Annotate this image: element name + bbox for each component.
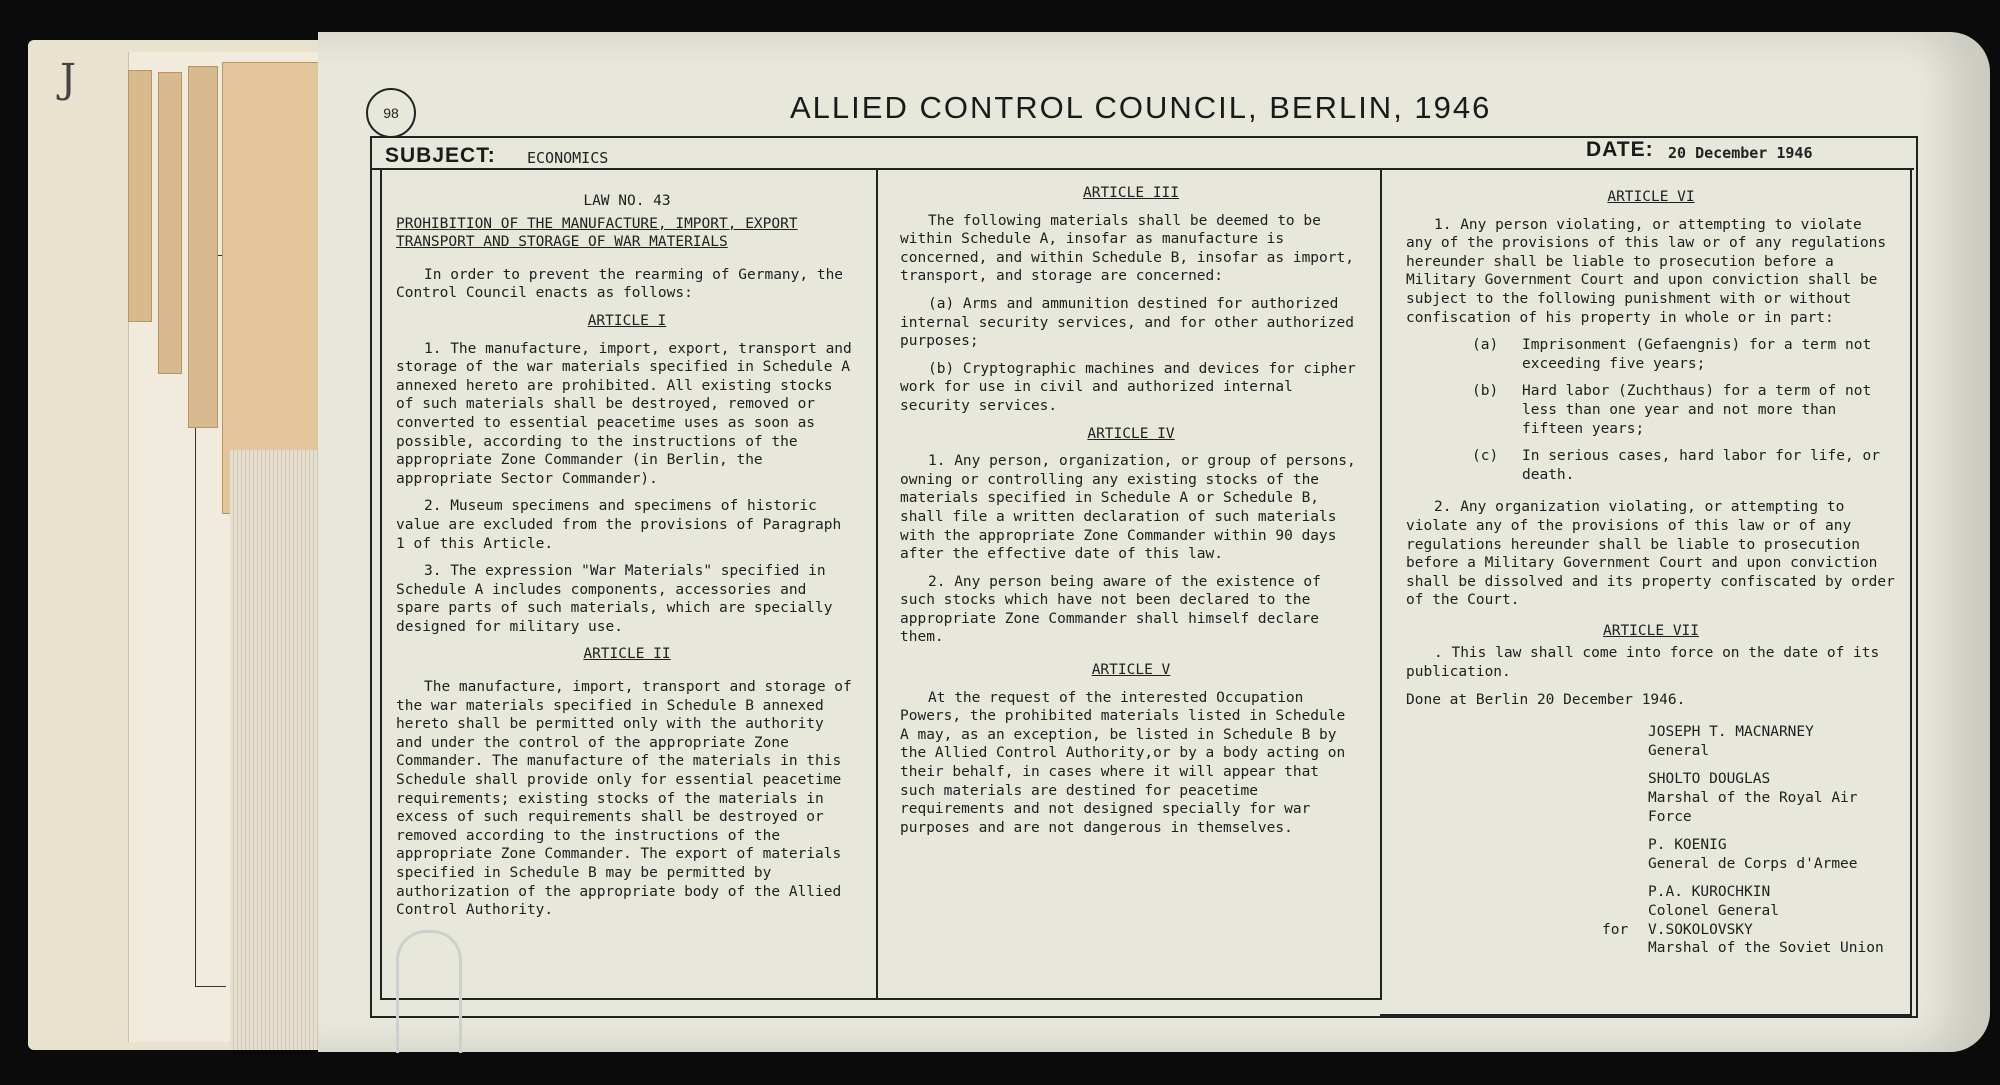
item-text: In serious cases, hard labor for life, or death. [1522, 448, 1880, 483]
article-iv-heading: ARTICLE IV [1087, 425, 1175, 442]
signature-block [1406, 836, 1896, 873]
column-1 [396, 192, 858, 929]
preamble: In order to prevent the rearming of Germany, the Control Council enacts as follows: [396, 266, 844, 302]
article-vi-item-c [1472, 447, 1896, 484]
article-i-heading: ARTICLE I [587, 312, 667, 329]
signatory-title: General [1648, 742, 1710, 759]
article-i-para-1: 1. The manufacture, import, export, transport and storage of the war materials specified in Schedule A annexed hereto are prohibited. All existing stocks of such materials shall be destroyed, removed or converted to essential peacetime uses as soon as possible, according to the instructions of the appropriate Zone Commander (in Berlin, the appropriate Sector Commander). [396, 340, 852, 487]
signature-block [1406, 883, 1896, 957]
article-iv-para-1: 1. Any person, organization, or group of persons, owning or controlling any existing stocks of the materials specified in Schedule A or Schedule B, shall file a written declaration of such materials with the appropriate Zone Commander within 90 days after the effective date of this law. [900, 453, 1356, 563]
item-text: Imprisonment (Gefaengnis) for a term not exceeding five years; [1522, 337, 1872, 372]
article-vii-heading: ARTICLE VII [1602, 622, 1700, 639]
article-v-para-1: At the request of the interested Occupation Powers, the prohibited materials listed in Schedule A may, as an exception, be listed in Schedule B by the Allied Control Authority,or by a body acting on their behalf, in cases where it will appear that such materials are destined for peacetime requirements and not designed specially for war purposes and are not dangerous in themselves. [900, 689, 1346, 836]
index-tab [222, 62, 324, 514]
article-iii-item-b: (b) Cryptographic machines and devices for cipher work for use in civil and authorized internal security services. [900, 360, 1356, 414]
signatory-title: Marshal of the Royal Air Force [1648, 790, 1858, 825]
index-tab [188, 66, 218, 428]
law-number: LAW NO. 43 [583, 193, 671, 209]
date-value: 20 December 1946 [1668, 144, 1813, 162]
item-text: Hard labor (Zuchthaus) for a term of not less than one year and not more than fifteen years; [1522, 383, 1872, 437]
paper-clip [396, 930, 462, 1053]
signature-block [1406, 723, 1896, 760]
signature-block [1406, 770, 1896, 826]
law-title-line-2: TRANSPORT AND STORAGE OF WAR MATERIALS [396, 234, 728, 251]
index-tab [128, 70, 152, 322]
article-i-para-3: 3. The expression "War Materials" specified in Schedule A includes components, accessories and spare parts of such materials, which are specially designed for military use. [396, 563, 833, 635]
signatory-title: General de Corps d'Armee [1648, 855, 1858, 872]
article-v-heading: ARTICLE V [1091, 662, 1171, 679]
law-title-line-1: PROHIBITION OF THE MANUFACTURE, IMPORT, EXPORT [396, 215, 798, 232]
signatory-name: SHOLTO DOUGLAS [1648, 771, 1771, 788]
article-ii-para-1: The manufacture, import, transport and storage of the war materials specified in Schedule B annexed hereto shall be permitted only with the authority and under the control of the appropriate Zone Commander. The manufacture of the materials in this Schedule shall provide only for essential peacetime requirements; existing stocks of the materials in excess of such requirements shall be destroyed or removed according to the instructions of the appropriate Zone Commander. The export of materials specified in Schedule B may be permitted by authorization of the appropriate body of the Allied Control Authority. [396, 679, 852, 919]
page-title: ALLIED CONTROL COUNCIL, BERLIN, 1946 [790, 90, 1492, 125]
signatory-title: Colonel General [1648, 903, 1779, 919]
article-ii-heading: ARTICLE II [583, 646, 671, 663]
date-label: DATE: [1586, 138, 1654, 161]
handwritten-mark: J [60, 56, 77, 102]
signatory-prefix: for [1602, 921, 1629, 938]
item-label: (b) [1472, 383, 1499, 400]
signatory-name: JOSEPH T. MACNARNEY [1648, 724, 1814, 741]
page-stack [230, 450, 330, 1050]
subject-label: SUBJECT: [385, 144, 496, 167]
article-iv-para-2: 2. Any person being aware of the existence of such stocks which have not been declared to the appropriate Zone Commander shall himself declare them. [900, 573, 1321, 646]
article-vi-para-2: 2. Any organization violating, or attempting to violate any of the provisions of this law or of any regulations hereunder shall be liable to prosecution before a Military Government Court and upon conviction shall be dissolved and its property confiscated by order of the Court. [1406, 499, 1895, 609]
item-label: (a) [1472, 337, 1499, 354]
done-at-line: Done at Berlin 20 December 1946. [1406, 691, 1686, 708]
page-number: 98 [366, 88, 416, 138]
index-tab [158, 72, 182, 374]
article-iii-para-1: The following materials shall be deemed to be within Schedule A, insofar as manufacture is concerned, and within Schedule B, insofar as import, transport, and storage are concerned: [900, 212, 1354, 285]
article-iii-item-a: (a) Arms and ammunition destined for authorized internal security services, and for other authorized purposes; [900, 295, 1354, 350]
article-vi-heading: ARTICLE VI [1607, 189, 1695, 205]
article-vii-para-1: . This law shall come into force on the date of its publication. [1406, 645, 1880, 681]
article-vi-item-a [1472, 336, 1896, 373]
article-vi-para-1: 1. Any person violating, or attempting to violate any of the provisions of this law or of any regulations hereunder shall be liable to prosecution before a Military Government Court and upon conviction shall be subject to the following punishment with or without confiscation of his property in whole or in part: [1406, 216, 1887, 326]
signatory-name: V.SOKOLOVSKY [1648, 921, 1753, 938]
article-i-para-2: 2. Museum specimens and specimens of historic value are excluded from the provisions of Paragraph 1 of this Article. [396, 498, 842, 552]
subject-value: ECONOMICS [527, 149, 609, 167]
column-3 [1406, 188, 1896, 968]
column-2 [900, 184, 1362, 846]
signatory-title: Marshal of the Soviet Union [1648, 940, 1884, 957]
article-iii-heading: ARTICLE III [1082, 185, 1180, 201]
item-label: (c) [1472, 448, 1499, 465]
signatory-line [1602, 921, 1896, 940]
signatory-name: P.A. KUROCHKIN [1648, 884, 1771, 901]
signatory-name: P. KOENIG [1648, 837, 1727, 854]
article-vi-item-b [1472, 382, 1896, 438]
